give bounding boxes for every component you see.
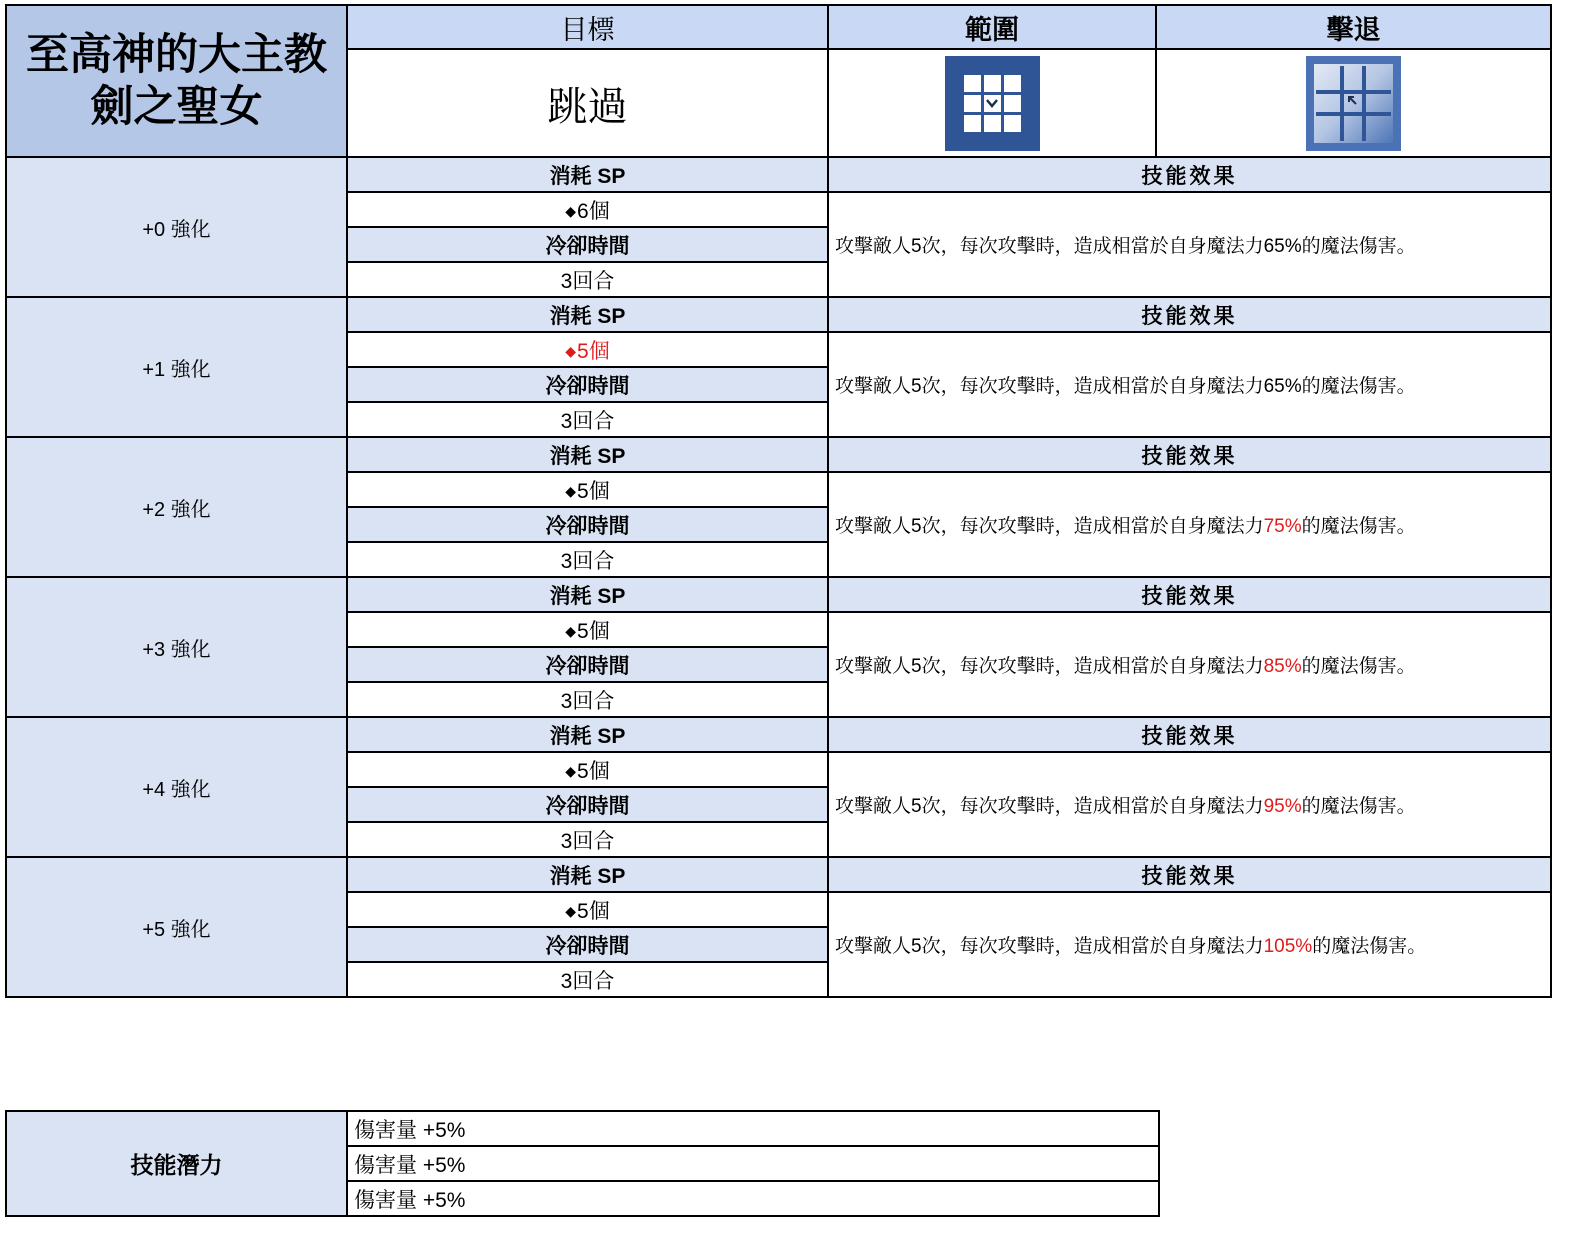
diamond-icon: ◆ (565, 202, 577, 219)
effect-percent: 65% (1263, 376, 1302, 397)
effect-suffix: 的魔法傷害。 (1301, 656, 1416, 677)
sp-amount: 6個 (577, 199, 610, 223)
effect-prefix: 攻擊敵人5次，每次攻擊時，造成相當於自身魔法力 (835, 936, 1264, 957)
effect-percent: 75% (1263, 516, 1302, 537)
effect-suffix: 的魔法傷害。 (1301, 796, 1416, 817)
effect-text (828, 332, 1551, 437)
cooldown-value: 3回合 (347, 542, 828, 577)
knockback-cell (1156, 49, 1551, 157)
cooldown-value: 3回合 (347, 822, 828, 857)
sp-amount: 5個 (577, 759, 610, 783)
effect-percent: 95% (1263, 796, 1302, 817)
sp-header: 消耗 SP (347, 717, 828, 752)
sp-value (347, 752, 828, 787)
level-label: +0 強化 (6, 157, 347, 297)
cooldown-header: 冷卻時間 (347, 927, 828, 962)
effect-text (828, 612, 1551, 717)
sp-value (347, 332, 828, 367)
effect-percent: 105% (1263, 936, 1313, 957)
sp-value (347, 612, 828, 647)
potential-label: 技能潛力 (6, 1111, 347, 1216)
sp-header: 消耗 SP (347, 157, 828, 192)
cooldown-value: 3回合 (347, 682, 828, 717)
effect-suffix: 的魔法傷害。 (1301, 236, 1416, 257)
potential-item-2: 傷害量 +5% (347, 1146, 1159, 1181)
effect-text (828, 192, 1551, 297)
level-label: +3 強化 (6, 577, 347, 717)
level-label: +4 強化 (6, 717, 347, 857)
knockback-grid-icon (1306, 56, 1401, 151)
effect-header: 技能效果 (828, 437, 1551, 472)
effect-text (828, 892, 1551, 997)
effect-header: 技能效果 (828, 577, 1551, 612)
diamond-icon: ◆ (565, 762, 577, 779)
potential-table (5, 1110, 1160, 1217)
effect-suffix: 的魔法傷害。 (1312, 936, 1427, 957)
sp-amount: 5個 (577, 619, 610, 643)
cooldown-value: 3回合 (347, 962, 828, 997)
cooldown-header: 冷卻時間 (347, 647, 828, 682)
effect-text (828, 752, 1551, 857)
effect-prefix: 攻擊敵人5次，每次攻擊時，造成相當於自身魔法力 (835, 656, 1264, 677)
range-grid-icon (945, 56, 1040, 151)
level-label: +5 強化 (6, 857, 347, 997)
header-range: 範圍 (828, 5, 1156, 49)
effect-percent: 85% (1263, 656, 1302, 677)
skill-title-line2: 劍之聖女 (90, 83, 263, 131)
sp-value (347, 192, 828, 227)
level-label: +2 強化 (6, 437, 347, 577)
sp-amount: 5個 (577, 479, 610, 503)
level-label: +1 強化 (6, 297, 347, 437)
sp-header: 消耗 SP (347, 857, 828, 892)
sp-value (347, 892, 828, 927)
target-value: 跳過 (347, 49, 828, 157)
effect-text (828, 472, 1551, 577)
header-knockback: 擊退 (1156, 5, 1551, 49)
sp-value (347, 472, 828, 507)
cooldown-value: 3回合 (347, 402, 828, 437)
effect-suffix: 的魔法傷害。 (1301, 516, 1416, 537)
effect-prefix: 攻擊敵人5次，每次攻擊時，造成相當於自身魔法力 (835, 796, 1264, 817)
effect-percent: 65% (1263, 236, 1302, 257)
skill-title-line1: 至高神的大主教 (26, 31, 327, 79)
sp-amount: 5個 (577, 339, 610, 363)
skill-title-cell (6, 5, 347, 157)
range-cell (828, 49, 1156, 157)
diamond-icon: ◆ (565, 902, 577, 919)
potential-item-3: 傷害量 +5% (347, 1181, 1159, 1216)
effect-header: 技能效果 (828, 297, 1551, 332)
skill-table (5, 4, 1552, 998)
sp-amount: 5個 (577, 899, 610, 923)
effect-header: 技能效果 (828, 717, 1551, 752)
effect-header: 技能效果 (828, 857, 1551, 892)
diamond-icon: ◆ (565, 482, 577, 499)
diamond-icon: ◆ (565, 622, 577, 639)
cooldown-header: 冷卻時間 (347, 367, 828, 402)
cooldown-value: 3回合 (347, 262, 828, 297)
effect-header: 技能效果 (828, 157, 1551, 192)
sp-header: 消耗 SP (347, 437, 828, 472)
cooldown-header: 冷卻時間 (347, 227, 828, 262)
potential-item-1: 傷害量 +5% (347, 1111, 1159, 1146)
cooldown-header: 冷卻時間 (347, 787, 828, 822)
cooldown-header: 冷卻時間 (347, 507, 828, 542)
header-target: 目標 (347, 5, 828, 49)
effect-suffix: 的魔法傷害。 (1301, 376, 1416, 397)
sp-header: 消耗 SP (347, 297, 828, 332)
effect-prefix: 攻擊敵人5次，每次攻擊時，造成相當於自身魔法力 (835, 376, 1264, 397)
effect-prefix: 攻擊敵人5次，每次攻擊時，造成相當於自身魔法力 (835, 516, 1264, 537)
sp-header: 消耗 SP (347, 577, 828, 612)
diamond-icon: ◆ (565, 342, 577, 359)
effect-prefix: 攻擊敵人5次，每次攻擊時，造成相當於自身魔法力 (835, 236, 1264, 257)
